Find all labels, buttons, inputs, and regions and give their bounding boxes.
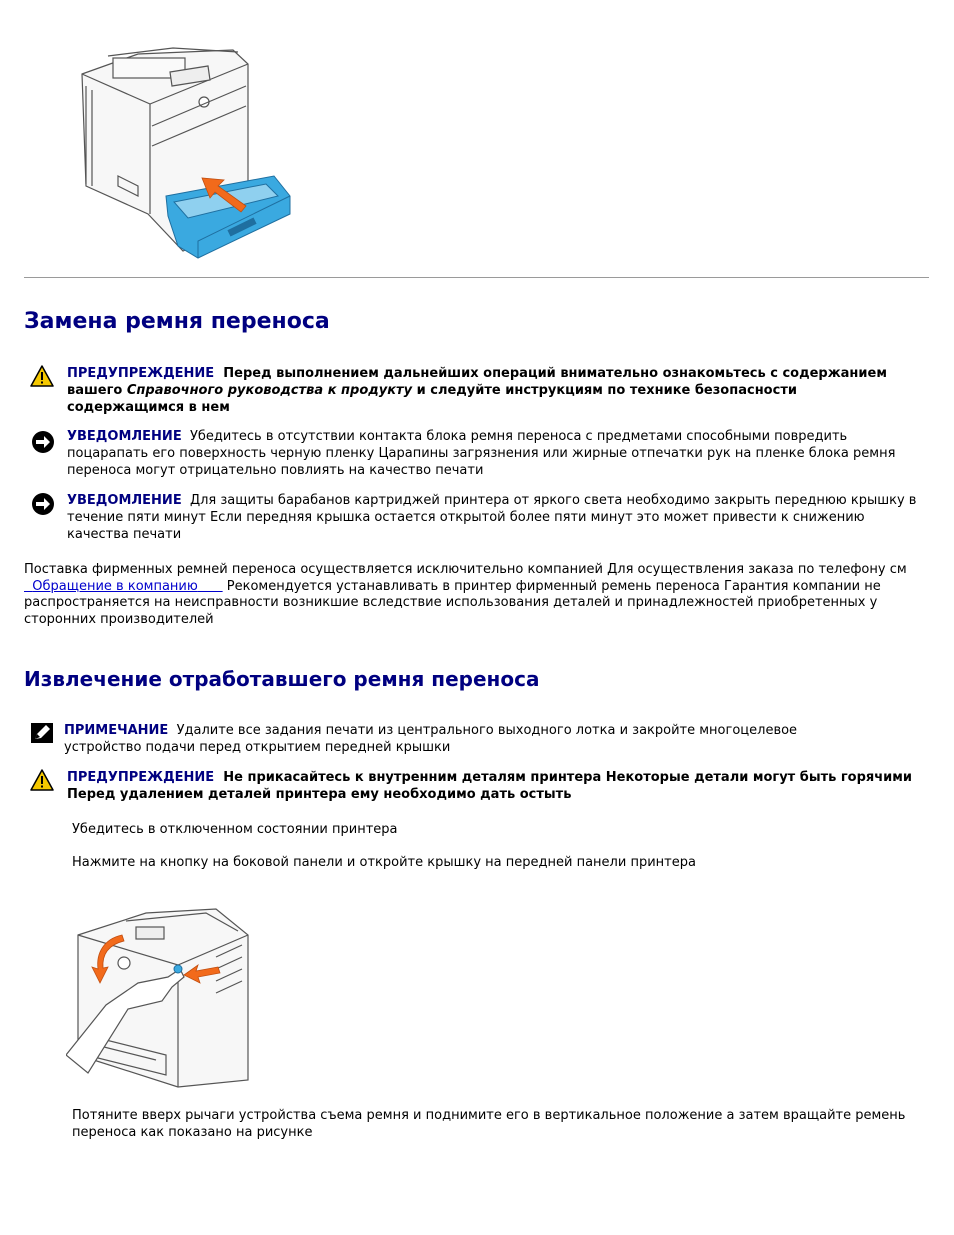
section-heading-removal: Извлечение отработавшего ремня переноса <box>24 667 540 691</box>
note-clear-jobs <box>64 722 864 756</box>
notice-icon <box>31 430 55 454</box>
open-front-cover-illustration <box>66 905 252 1091</box>
warning-hot-parts <box>67 769 917 803</box>
notice-icon <box>31 492 55 516</box>
manual-title: Справочного руководства к продукту <box>126 383 413 398</box>
step-2: Нажмите на кнопку на боковой панели и откройте крышку на передней панели принтера <box>72 855 696 870</box>
notice-front-cover <box>67 492 927 543</box>
page-title: Замена ремня переноса <box>24 309 330 334</box>
pencil-note-icon <box>31 723 53 743</box>
contact-company-link[interactable] <box>24 579 223 594</box>
note-label: ПРИМЕЧАНИЕ <box>64 723 169 738</box>
step-3: Потяните вверх рычаги устройства съема ремня и поднимите его в вертикальное положение а затем вращайте ремень переноса как показано на рисунке <box>72 1108 906 1140</box>
section-divider <box>24 277 929 278</box>
note-text: Удалите все задания печати из центрального выходного лотка и закройте многоцелевое устройство подачи перед открытием передней крышки <box>64 723 798 755</box>
warning-icon <box>30 365 54 387</box>
warning-label: ПРЕДУПРЕЖДЕНИЕ <box>67 366 215 381</box>
supply-paragraph <box>24 562 909 628</box>
notice-label: УВЕДОМЛЕНИЕ <box>67 429 182 444</box>
warning-icon <box>30 769 54 791</box>
step-1: Убедитесь в отключенном состоянии принтера <box>72 822 398 837</box>
notice-label: УВЕДОМЛЕНИЕ <box>67 493 182 508</box>
warning-safety-manual <box>67 365 907 416</box>
notice-belt-surface <box>67 428 912 479</box>
contact-link-label[interactable]: Обращение в компанию <box>32 578 198 594</box>
warning-text-cont: и следуйте инструкциям по технике безопасности содержащимся в нем <box>67 383 797 415</box>
supply-text-cont: Рекомендуется устанавливать в принтер фирменный ремень переноса Гарантия компании не распространяется на неисправности возникшие вследствие использования деталей и принадлежностей приобретенных у сторонних производителей <box>24 578 881 627</box>
supply-text: Поставка фирменных ремней переноса осуществляется исключительно компанией Для осуществления заказа по телефону см <box>24 562 907 577</box>
warning-text: Перед выполнением дальнейших операций внимательно ознакомьтесь с содержанием вашего <box>67 366 887 398</box>
warning-text: Не прикасайтесь к внутренним деталям принтера Некоторые детали могут быть горячими Перед удалением деталей принтера ему необходимо дать остыть <box>67 770 913 802</box>
printer-tray-illustration <box>78 46 300 264</box>
notice-text: Для защиты барабанов картриджей принтера от яркого света необходимо закрыть переднюю крышку в течение пяти минут Если передняя крышка остается открытой более пяти минут это может привести к снижению качества печати <box>67 493 917 542</box>
notice-text: Убедитесь в отсутствии контакта блока ремня переноса с предметами способными повредить поцарапать его поверхность черную пленку Царапины загрязнения или жирные отпечатки рук на пленке блока ремня переноса могут отрицательно повлиять на качество печати <box>67 429 896 478</box>
warning-label: ПРЕДУПРЕЖДЕНИЕ <box>67 770 215 785</box>
